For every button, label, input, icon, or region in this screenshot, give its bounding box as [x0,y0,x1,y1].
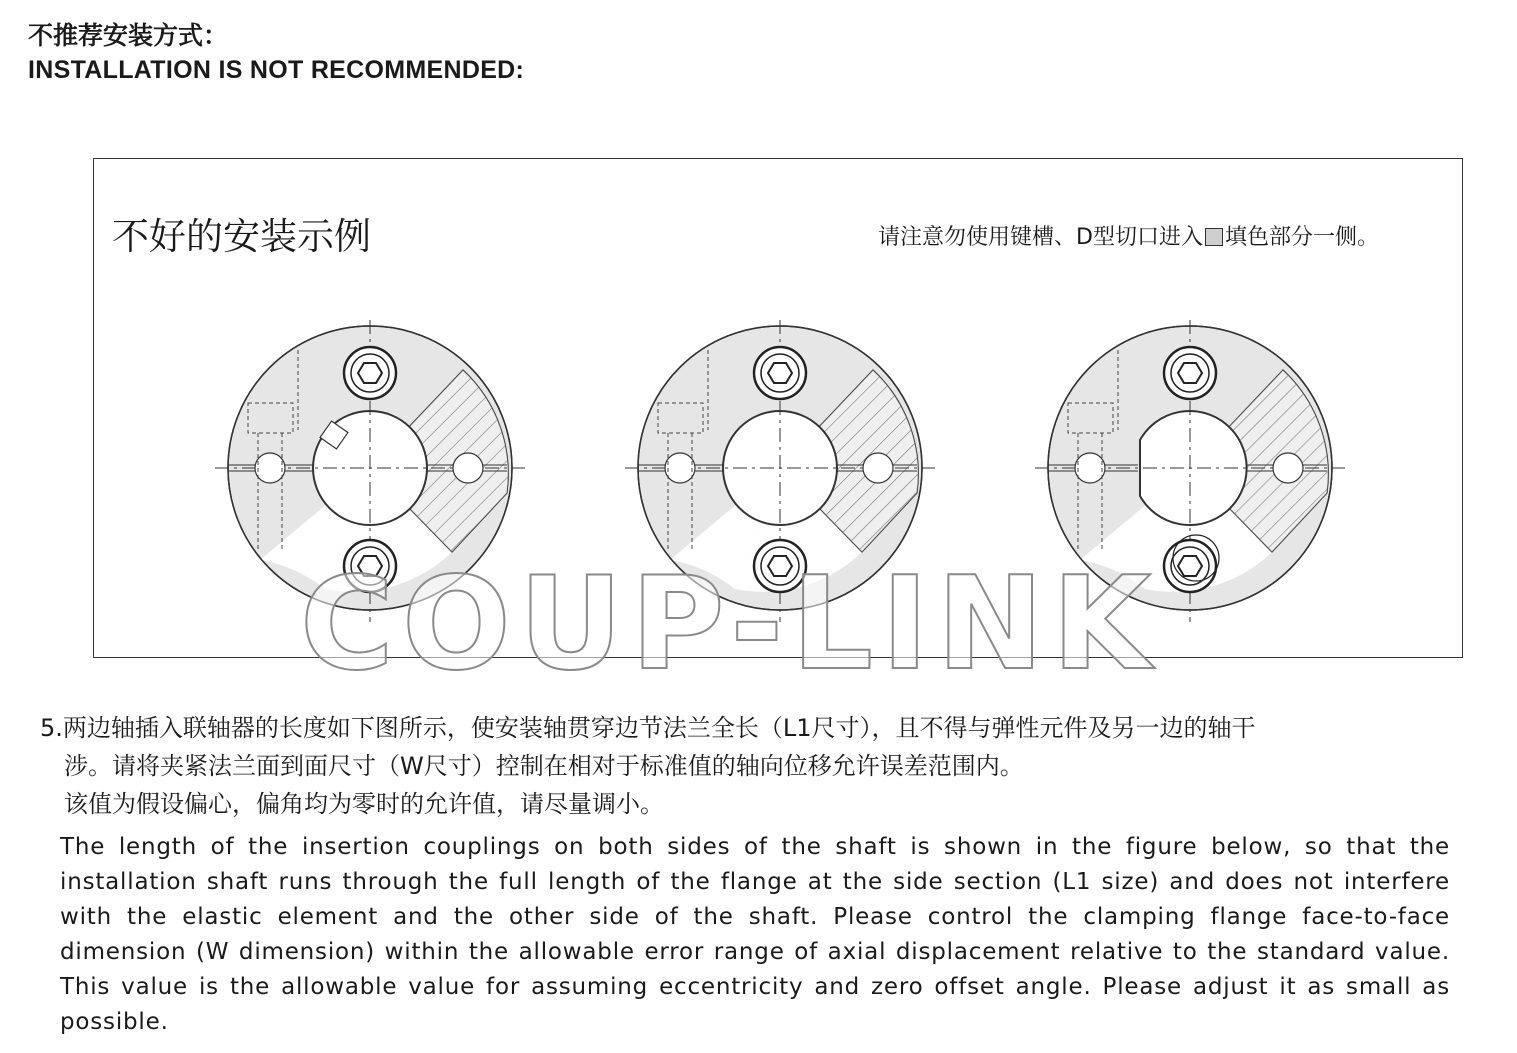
example-title: 不好的安装示例 [112,215,371,258]
item5-line1: 5.两边轴插入联轴器的长度如下图所示，使安装轴贯穿边节法兰全长（L1尺寸），且不得与弹性元件及另一边的轴干 [40,714,1256,742]
watermark-logo: COUP-LINK [300,550,1159,699]
item5-line3: 该值为假设偏心，偏角均为零时的允许值，请尽量调小。 [64,790,664,818]
note-text-after: 填色部分一侧。 [1224,225,1379,250]
note-text-before: 请注意勿使用键槽、D型切口进入 [878,225,1203,250]
item5-english-paragraph: The length of the insertion couplings on both sides of the shaft is shown in the figure below, so that the installation shaft runs through the full length of the flange at the side section (L1 size) and does not interfere with the elastic element and the other side of the shaft. Please control the clamping flange face-to-face dimension (W dimension) within the allowable error range of axial displacement relative to the standard value. This value is the allowable value for assuming eccentricity and zero offset angle. Please adjust it as small as possible. [60,834,1450,1035]
header-title-cn: 不推荐安装方式： [28,21,229,50]
item5-line2: 涉。请将夹紧法兰面到面尺寸（W尺寸）控制在相对于标准值的轴向位移允许误差范围内。 [64,752,1024,780]
header-title-en: INSTALLATION IS NOT RECOMMENDED: [28,56,525,84]
